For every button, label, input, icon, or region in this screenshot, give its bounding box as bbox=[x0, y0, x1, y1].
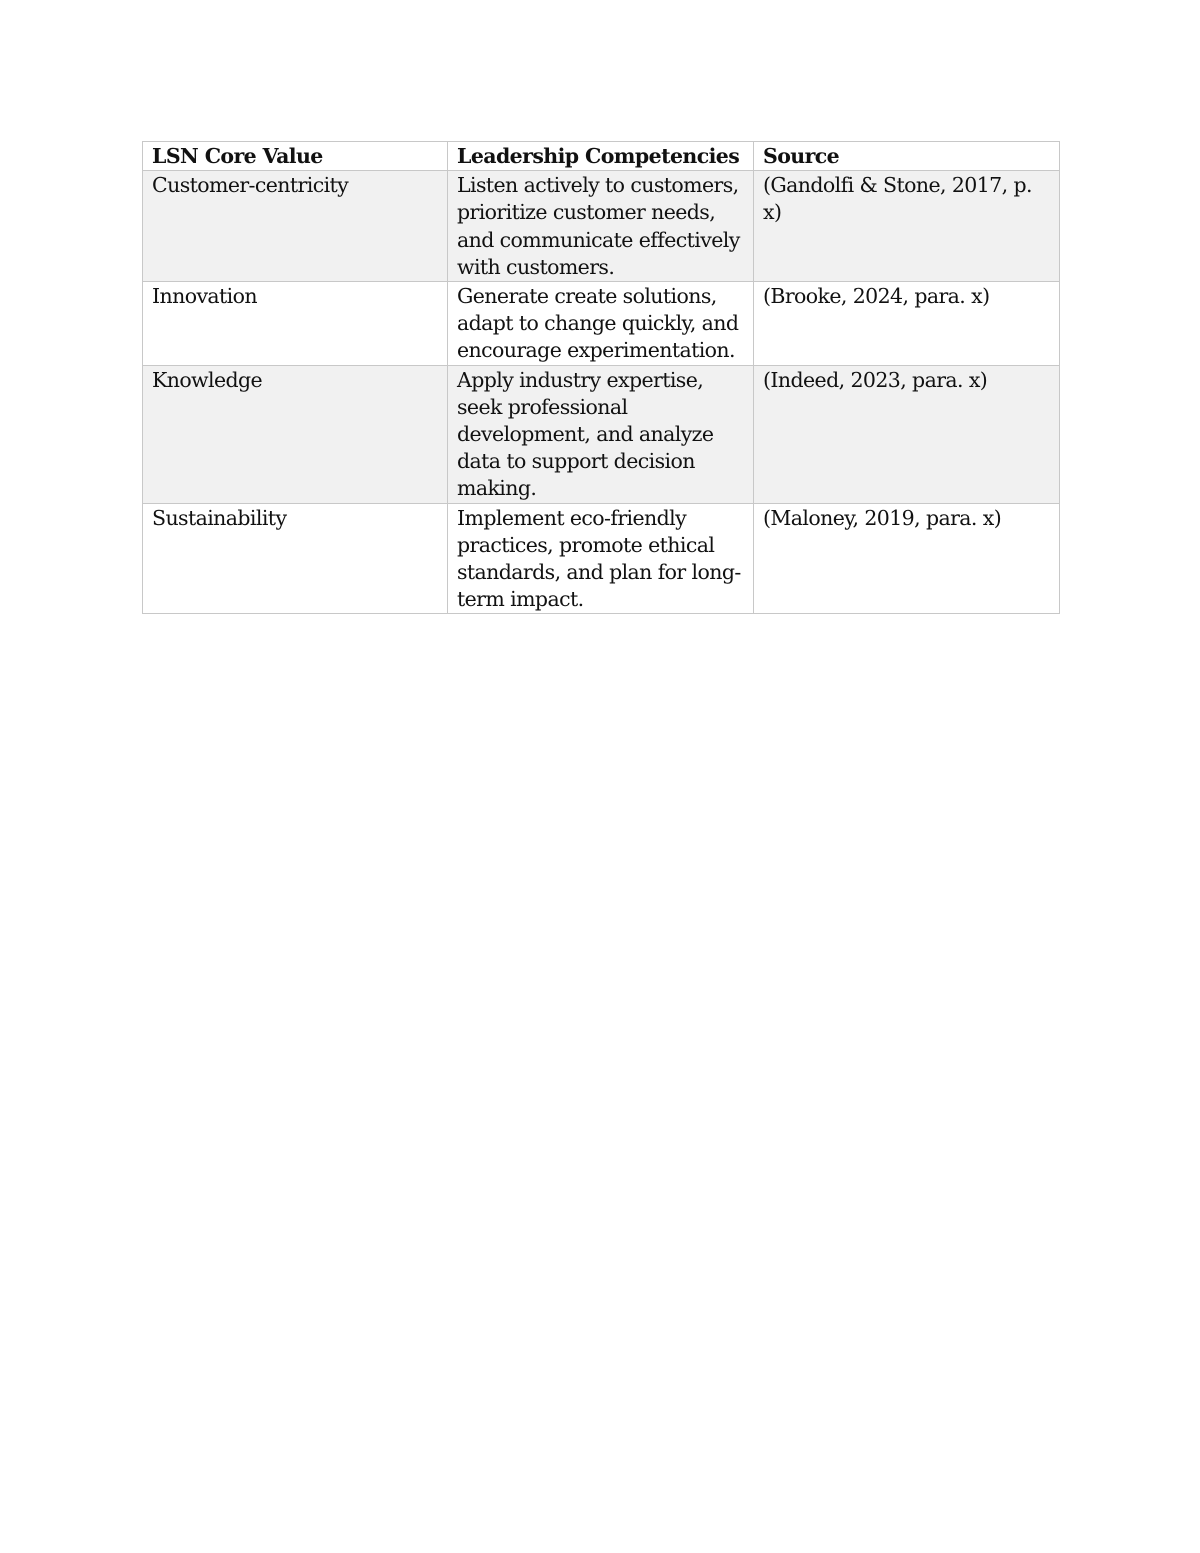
table-row bbox=[143, 503, 1060, 614]
header-leadership-competencies: Leadership Competencies bbox=[448, 142, 754, 171]
core-value-cell: Innovation bbox=[143, 282, 448, 366]
source-cell: (Brooke, 2024, para. x) bbox=[754, 282, 1060, 366]
source-cell: (Maloney, 2019, para. x) bbox=[754, 503, 1060, 614]
core-value-cell: Knowledge bbox=[143, 365, 448, 503]
competencies-cell: Listen actively to customers, prioritize customer needs, and communicate effectively with customers. bbox=[448, 171, 754, 282]
source-cell: (Indeed, 2023, para. x) bbox=[754, 365, 1060, 503]
competencies-cell: Apply industry expertise, seek professional development, and analyze data to support decision making. bbox=[448, 365, 754, 503]
source-cell: (Gandolfi & Stone, 2017, p. x) bbox=[754, 171, 1060, 282]
table-row bbox=[143, 171, 1060, 282]
table-row bbox=[143, 282, 1060, 366]
table-header-row bbox=[143, 142, 1060, 171]
header-source: Source bbox=[754, 142, 1060, 171]
core-value-cell: Customer-centricity bbox=[143, 171, 448, 282]
core-value-cell: Sustainability bbox=[143, 503, 448, 614]
competencies-cell: Implement eco-friendly practices, promote ethical standards, and plan for long-term impact. bbox=[448, 503, 754, 614]
competencies-cell: Generate create solutions, adapt to change quickly, and encourage experimentation. bbox=[448, 282, 754, 366]
table-row bbox=[143, 365, 1060, 503]
core-values-table bbox=[142, 141, 1060, 614]
header-core-value: LSN Core Value bbox=[143, 142, 448, 171]
